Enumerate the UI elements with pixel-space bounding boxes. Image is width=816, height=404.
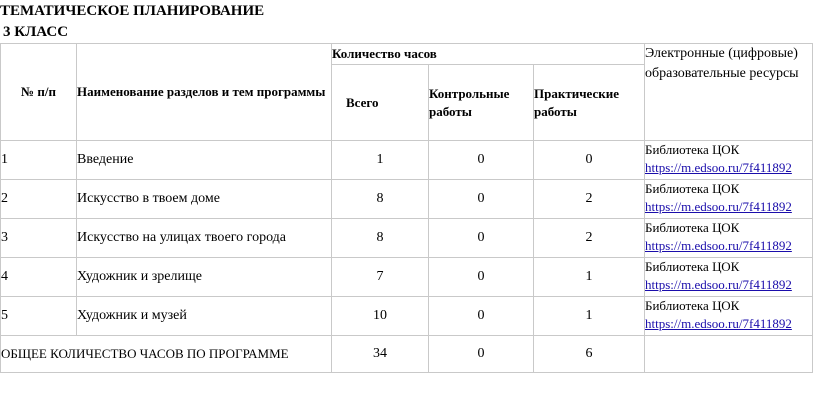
header-resources: Электронные (цифровые) образовательные ресурсы bbox=[645, 44, 813, 141]
row-total-hours: 8 bbox=[332, 219, 429, 258]
document-title: ТЕМАТИЧЕСКОЕ ПЛАНИРОВАНИЕ bbox=[0, 3, 265, 19]
row-section-name: Искусство в твоем доме bbox=[77, 180, 332, 219]
resource-link[interactable]: https://m.edsoo.ru/7f411892 bbox=[645, 316, 792, 331]
resource-library-label: Библиотека ЦОК bbox=[645, 259, 740, 274]
summary-practical: 6 bbox=[534, 336, 645, 373]
header-hours: Количество часов bbox=[332, 44, 645, 65]
table-row bbox=[1, 258, 813, 297]
row-practical-works: 2 bbox=[534, 219, 645, 258]
summary-control: 0 bbox=[429, 336, 534, 373]
row-resource-cell bbox=[645, 141, 813, 180]
summary-row bbox=[1, 336, 813, 373]
row-section-name: Художник и музей bbox=[77, 297, 332, 336]
row-control-works: 0 bbox=[429, 258, 534, 297]
header-row-1 bbox=[1, 44, 813, 65]
row-total-hours: 7 bbox=[332, 258, 429, 297]
table-row bbox=[1, 141, 813, 180]
table-row bbox=[1, 219, 813, 258]
resource-link[interactable]: https://m.edsoo.ru/7f411892 bbox=[645, 238, 792, 253]
row-number: 3 bbox=[1, 219, 77, 258]
resource-library-label: Библиотека ЦОК bbox=[645, 181, 740, 196]
row-practical-works: 1 bbox=[534, 258, 645, 297]
resource-link[interactable]: https://m.edsoo.ru/7f411892 bbox=[645, 199, 792, 214]
row-resource-cell bbox=[645, 219, 813, 258]
header-total: Всего bbox=[332, 65, 429, 141]
row-practical-works: 1 bbox=[534, 297, 645, 336]
row-practical-works: 0 bbox=[534, 141, 645, 180]
row-control-works: 0 bbox=[429, 180, 534, 219]
row-section-name: Введение bbox=[77, 141, 332, 180]
row-control-works: 0 bbox=[429, 141, 534, 180]
row-total-hours: 8 bbox=[332, 180, 429, 219]
header-practical: Практические работы bbox=[534, 65, 645, 141]
class-subtitle: 3 КЛАСС bbox=[3, 24, 69, 40]
row-resource-cell bbox=[645, 180, 813, 219]
resource-library-label: Библиотека ЦОК bbox=[645, 220, 740, 235]
header-number: № п/п bbox=[1, 44, 77, 141]
row-resource-cell bbox=[645, 297, 813, 336]
resource-link[interactable]: https://m.edsoo.ru/7f411892 bbox=[645, 277, 792, 292]
row-section-name: Искусство на улицах твоего города bbox=[77, 219, 332, 258]
summary-label: ОБЩЕЕ КОЛИЧЕСТВО ЧАСОВ ПО ПРОГРАММЕ bbox=[1, 336, 332, 373]
row-resource-cell bbox=[645, 258, 813, 297]
row-practical-works: 2 bbox=[534, 180, 645, 219]
planning-table bbox=[0, 43, 813, 373]
row-section-name: Художник и зрелище bbox=[77, 258, 332, 297]
table-row bbox=[1, 180, 813, 219]
header-control: Контрольные работы bbox=[429, 65, 534, 141]
resource-library-label: Библиотека ЦОК bbox=[645, 298, 740, 313]
row-number: 1 bbox=[1, 141, 77, 180]
row-number: 4 bbox=[1, 258, 77, 297]
resource-link[interactable]: https://m.edsoo.ru/7f411892 bbox=[645, 160, 792, 175]
row-number: 5 bbox=[1, 297, 77, 336]
table-row bbox=[1, 297, 813, 336]
header-section-name: Наименование разделов и тем программы bbox=[77, 44, 332, 141]
resource-library-label: Библиотека ЦОК bbox=[645, 142, 740, 157]
row-total-hours: 1 bbox=[332, 141, 429, 180]
row-control-works: 0 bbox=[429, 297, 534, 336]
summary-total: 34 bbox=[332, 336, 429, 373]
row-number: 2 bbox=[1, 180, 77, 219]
row-control-works: 0 bbox=[429, 219, 534, 258]
table-body bbox=[1, 141, 813, 336]
row-total-hours: 10 bbox=[332, 297, 429, 336]
summary-resource-cell bbox=[645, 336, 813, 373]
